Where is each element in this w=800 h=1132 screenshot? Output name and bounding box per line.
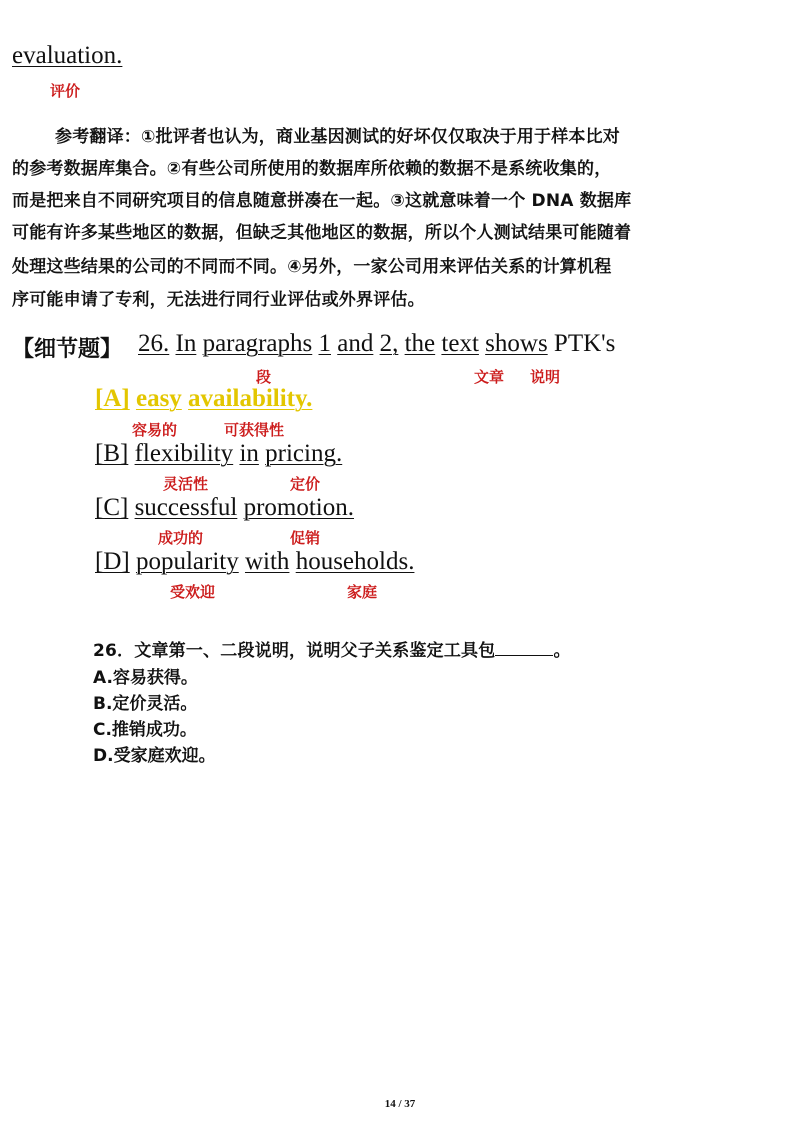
option-label: [C]: [95, 494, 129, 521]
option-word: pricing.: [265, 440, 343, 467]
stem-word: and: [337, 330, 374, 357]
option-gloss: 容易的: [132, 421, 178, 439]
option-word: availability.: [188, 385, 313, 412]
option-word: popularity: [135, 548, 239, 575]
option-gloss: 可获得性: [224, 421, 285, 439]
option-label: [D]: [95, 548, 130, 575]
option-d: [95, 548, 414, 576]
gloss-text: 文章: [474, 368, 505, 386]
option-word: promotion.: [243, 494, 354, 521]
carryover-gloss: 评价: [50, 82, 81, 100]
option-label: [A]: [95, 385, 130, 412]
option-word: flexibility: [134, 440, 234, 467]
option-word: households.: [295, 548, 415, 575]
option-label: [B]: [95, 440, 129, 467]
option-a: [95, 385, 312, 413]
translation-line: 处理这些结果的公司的不同而不同。④另外，一家公司用来评估关系的计算机程: [12, 257, 612, 277]
stem-word: In: [175, 330, 197, 357]
page-number: 14 / 37: [384, 1098, 416, 1110]
option-b: [95, 440, 342, 468]
cn-question-stem: [93, 636, 571, 661]
option-gloss: 促销: [290, 529, 321, 547]
translation-line: 可能有许多某些地区的数据，但缺乏其他地区的数据，所以个人测试结果可能随着: [12, 223, 632, 243]
carryover-word: evaluation.: [12, 42, 123, 69]
option-gloss: 受欢迎: [170, 583, 216, 601]
stem-word: PTK's: [553, 330, 616, 357]
stem-word: shows: [485, 330, 548, 357]
stem-word: 2,: [379, 330, 399, 357]
question-type-tag: 【细节题】: [12, 337, 123, 362]
stem-word: text: [441, 330, 479, 357]
option-gloss: 灵活性: [163, 475, 209, 493]
cn-option: A.容易获得。: [93, 668, 198, 688]
stem-word: the: [404, 330, 436, 357]
option-gloss: 成功的: [158, 529, 204, 547]
cn-question-text: 26．文章第一、二段说明，说明父子关系鉴定工具包: [93, 641, 496, 661]
cn-option: D.受家庭欢迎。: [93, 746, 216, 766]
option-gloss: 家庭: [347, 583, 378, 601]
option-word: in: [239, 440, 259, 467]
gloss-paragraphs: 段: [256, 368, 272, 386]
option-word: easy: [135, 385, 182, 412]
cn-option: C.推销成功。: [93, 720, 197, 740]
gloss-shows: 说明: [530, 368, 561, 386]
question-stem: [138, 330, 615, 358]
cn-option: B.定价灵活。: [93, 694, 198, 714]
cn-question-end: 。: [553, 641, 571, 661]
translation-line: 序可能申请了专利，无法进行同行业评估或外界评估。: [12, 290, 425, 310]
translation-line: 的参考数据库集合。②有些公司所使用的数据库所依赖的数据不是系统收集的，: [12, 159, 612, 179]
option-word: with: [244, 548, 290, 575]
option-gloss: 定价: [290, 475, 321, 493]
question-number: 26.: [138, 330, 170, 357]
translation-line: 参考翻译：①批评者也认为，商业基因测试的好坏仅仅取决于用于样本比对: [55, 127, 620, 147]
option-c: [95, 494, 354, 522]
answer-blank: [495, 639, 553, 656]
option-word: successful: [134, 494, 238, 521]
stem-word: 1: [318, 330, 331, 357]
stem-word: paragraphs: [202, 330, 313, 357]
translation-line: 而是把来自不同研究项目的信息随意拼凑在一起。③这就意味着一个 DNA 数据库: [12, 191, 632, 211]
